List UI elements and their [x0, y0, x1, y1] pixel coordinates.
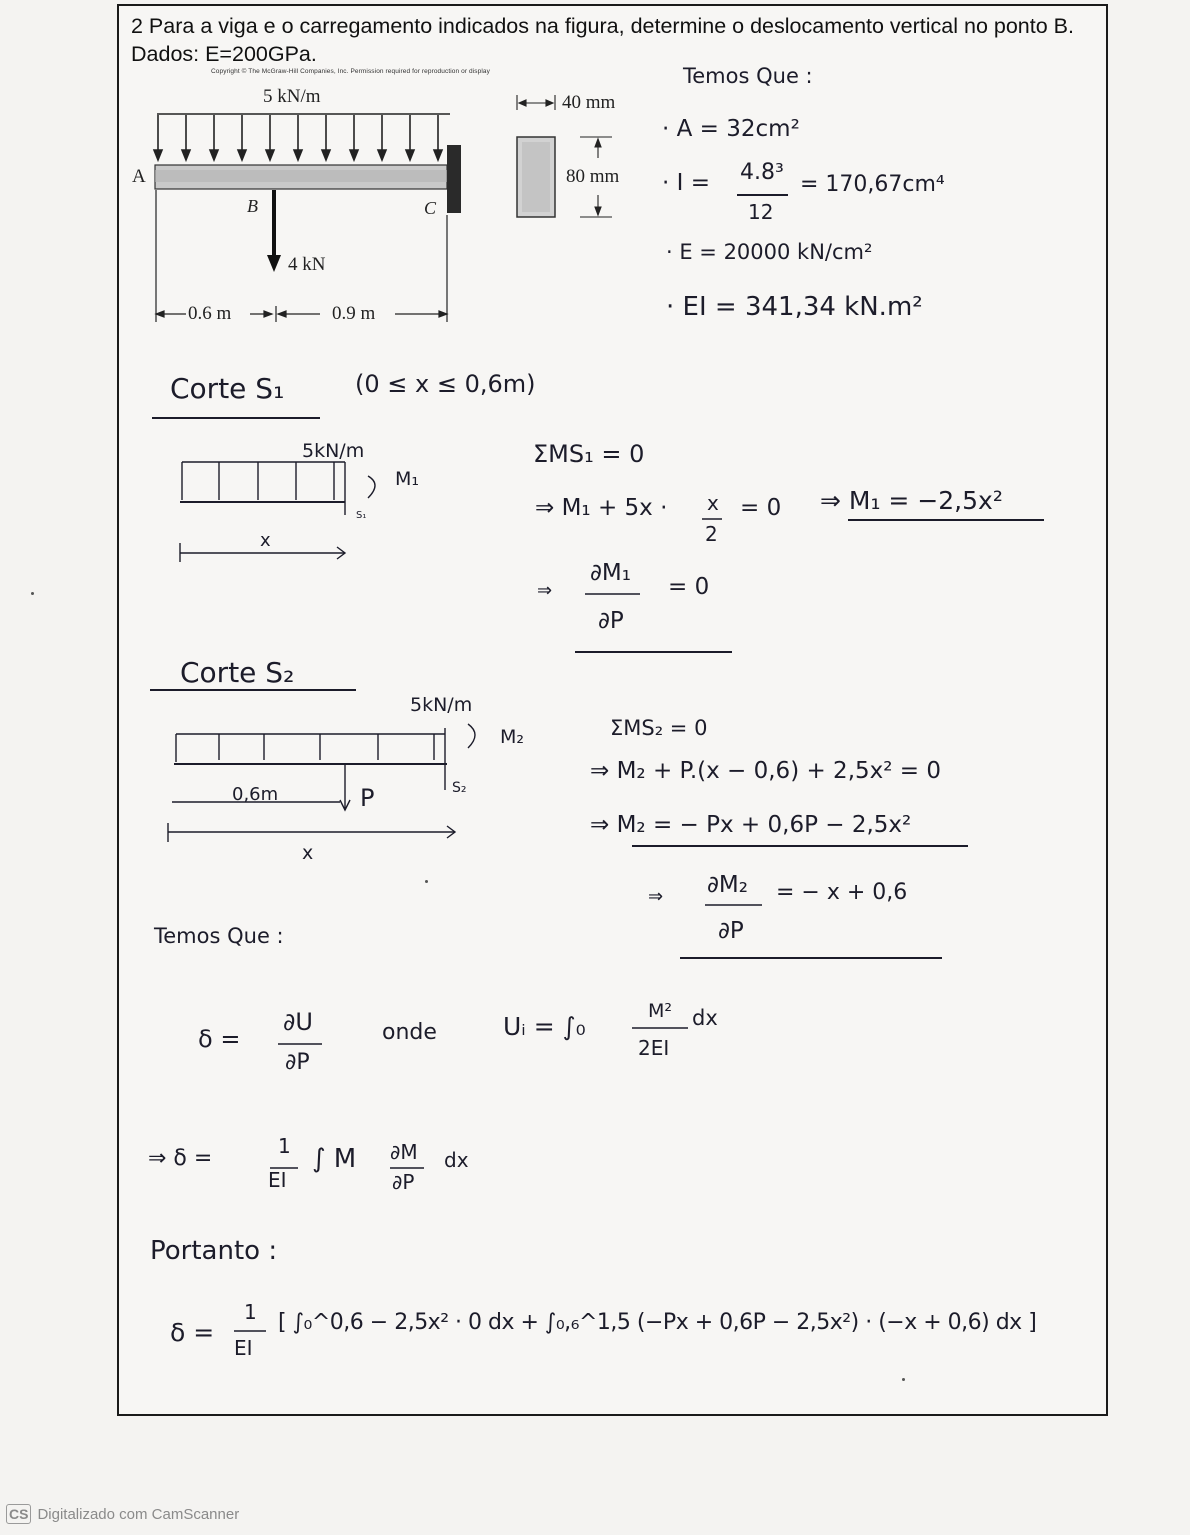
section2-deriv-prefix: ⇒ [648, 886, 664, 907]
theory-energy-lhs: Uᵢ = ∫₀ [503, 1012, 586, 1041]
conclusion-frac-num: 1 [244, 1300, 257, 1324]
camscanner-logo: CS [6, 1504, 31, 1524]
section2-axis: x [302, 842, 314, 864]
section1-eq2: ⇒ M₁ + 5x · [535, 495, 668, 521]
section1-deriv-den: ∂P [598, 608, 624, 634]
given-inertia-lhs: · I = [662, 170, 710, 196]
theory-delta2-den: EI [268, 1168, 287, 1192]
section1-eq2-rhs: = 0 [740, 495, 782, 521]
section1-load: 5kN/m [302, 440, 365, 462]
section1-deriv-num: ∂M₁ [590, 560, 631, 586]
conclusion-heading: Portanto : [150, 1236, 278, 1266]
section-height-label: 80 mm [566, 166, 620, 187]
dim-right-label: 0.9 m [332, 303, 376, 324]
section2-cut: S₂ [452, 780, 467, 796]
given-stiffness: · EI = 341,34 kN.m² [666, 292, 923, 322]
given-area: · A = 32cm² [662, 116, 800, 142]
theory-delta2-int: ∫ M [312, 1144, 357, 1174]
scan-speck [425, 880, 428, 883]
scan-speck [902, 1378, 905, 1381]
theory-delta2-dnum: ∂M [390, 1140, 418, 1164]
section1-deriv-rhs: = 0 [668, 574, 710, 600]
point-b-label: B [247, 196, 258, 216]
section1-eq1: ΣMS₁ = 0 [533, 440, 645, 468]
theory-energy-den: 2EI [638, 1036, 670, 1060]
theory-delta-num: ∂U [283, 1008, 313, 1036]
section2-deriv-num: ∂M₂ [707, 872, 748, 898]
section2-force: P [360, 784, 375, 812]
section1-eq2-num: x [707, 491, 719, 515]
conclusion-frac-den: EI [234, 1336, 253, 1360]
scanner-text: Digitalizado com CamScanner [37, 1505, 240, 1523]
theory-energy-dx: dx [692, 1006, 718, 1030]
theory-energy-num: M² [648, 1000, 673, 1022]
section2-eq2: ⇒ M₂ + P.(x − 0,6) + 2,5x² = 0 [590, 758, 941, 784]
section1-moment: M₁ [395, 468, 420, 490]
section1-title: Corte S₁ [170, 372, 285, 405]
given-inertia-rhs: = 170,67cm⁴ [800, 172, 945, 197]
distributed-load-label: 5 kN/m [263, 86, 321, 107]
theory-delta2-prefix: ⇒ δ = [148, 1146, 213, 1171]
given-inertia-num: 4.8³ [740, 160, 784, 185]
scan-speck [31, 592, 34, 595]
section2-eq3: ⇒ M₂ = − Px + 0,6P − 2,5x² [590, 812, 912, 838]
problem-statement: 2 Para a viga e o carregamento indicados na figura, determine o deslocamento vertical no ponto B. Dados: E=200GPa. [131, 14, 1074, 66]
section2-moment: M₂ [500, 726, 525, 748]
given-modulus: · E = 20000 kN/cm² [666, 240, 873, 264]
conclusion-lhs: δ = [170, 1318, 215, 1347]
theory-delta2-dden: ∂P [392, 1170, 415, 1194]
theory-where: onde [382, 1020, 437, 1045]
given-heading: Temos Que : [683, 64, 813, 88]
section2-eq1: ΣMS₂ = 0 [610, 716, 708, 740]
section2-title: Corte S₂ [180, 656, 295, 689]
theory-delta2-num: 1 [278, 1134, 291, 1158]
dim-left-label: 0.6 m [188, 303, 232, 324]
conclusion-body: [ ∫₀^0,6 − 2,5x² · 0 dx + ∫₀,₆^1,5 (−Px + 0,6P − 2,5x²) · (−x + 0,6) dx ] [278, 1310, 1037, 1335]
theory-delta2-dx: dx [444, 1148, 469, 1172]
given-inertia-den: 12 [748, 200, 774, 224]
copyright-note: Copyright © The McGraw-Hill Companies, Inc. Permission required for reproduction or display [211, 68, 490, 75]
section2-deriv-rhs: = − x + 0,6 [776, 880, 908, 905]
section2-dim: 0,6m [232, 784, 279, 805]
point-a-label: A [132, 166, 146, 187]
section1-range: (0 ≤ x ≤ 0,6m) [355, 370, 536, 398]
point-load-label: 4 kN [288, 254, 326, 275]
section1-result: ⇒ M₁ = −2,5x² [820, 486, 1003, 515]
section2-deriv-den: ∂P [718, 918, 744, 944]
section1-axis: x [260, 530, 271, 551]
scanner-watermark [6, 1504, 239, 1524]
section1-cut: S₁ [356, 510, 367, 521]
point-c-label: C [424, 198, 437, 218]
theory-heading: Temos Que : [154, 924, 284, 948]
section2-load: 5kN/m [410, 694, 473, 716]
section-width-label: 40 mm [562, 92, 616, 113]
theory-delta-den: ∂P [285, 1050, 310, 1075]
section1-deriv-prefix: ⇒ [537, 580, 553, 601]
section1-eq2-den: 2 [705, 522, 718, 546]
theory-delta-lhs: δ = [198, 1025, 241, 1053]
